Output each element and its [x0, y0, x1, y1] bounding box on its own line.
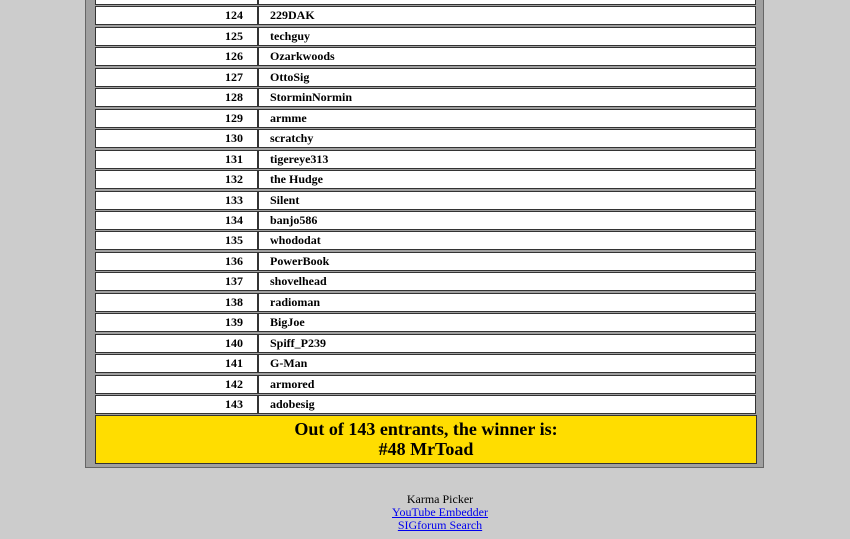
entry-number: 125: [95, 27, 258, 46]
entry-name: whododat: [258, 231, 756, 250]
entry-name: techguy: [258, 27, 756, 46]
table-row: [95, 375, 757, 394]
entry-number: 136: [95, 252, 258, 271]
table-row: [95, 129, 757, 148]
entry-number: 141: [95, 354, 258, 373]
table-row: [95, 272, 757, 291]
entry-name: PowerBook: [258, 252, 756, 271]
entry-name: scratchy: [258, 129, 756, 148]
table-row: [95, 211, 757, 230]
footer-title: Karma Picker: [406, 492, 474, 506]
entry-name: tigereye313: [258, 150, 756, 169]
table-row: [95, 6, 757, 25]
entry-number: 135: [95, 231, 258, 250]
table-row: [95, 191, 757, 210]
entry-number: 129: [95, 109, 258, 128]
entry-number: 132: [95, 170, 258, 189]
table-row: [95, 47, 757, 66]
entry-name: [258, 0, 756, 5]
entry-name: Spiff_P239: [258, 334, 756, 353]
entry-name: armored: [258, 375, 756, 394]
entry-name: the Hudge: [258, 170, 756, 189]
entry-number: 130: [95, 129, 258, 148]
winner-name: #48 MrToad: [378, 439, 474, 459]
entry-name: OttoSig: [258, 68, 756, 87]
entry-number: 142: [95, 375, 258, 394]
table-row: [95, 27, 757, 46]
entry-name: adobesig: [258, 395, 756, 414]
youtube-embedder-link[interactable]: YouTube Embedder: [391, 505, 488, 519]
table-row: [95, 0, 757, 5]
entry-name: banjo586: [258, 211, 756, 230]
entry-number: 140: [95, 334, 258, 353]
entry-number: 126: [95, 47, 258, 66]
entry-number: [95, 0, 258, 5]
table-row: [95, 395, 757, 414]
entry-number: 139: [95, 313, 258, 332]
table-row: [95, 150, 757, 169]
table-row: [95, 231, 757, 250]
entry-name: radioman: [258, 293, 756, 312]
entry-number: 128: [95, 88, 258, 107]
entry-number: 127: [95, 68, 258, 87]
table-row: [95, 170, 757, 189]
table-row: [95, 68, 757, 87]
entry-number: 124: [95, 6, 258, 25]
table-row: [95, 109, 757, 128]
entry-name: StorminNormin: [258, 88, 756, 107]
table-row: [95, 252, 757, 271]
entry-name: G-Man: [258, 354, 756, 373]
entry-number: 133: [95, 191, 258, 210]
entry-number: 134: [95, 211, 258, 230]
entry-number: 138: [95, 293, 258, 312]
entry-name: BigJoe: [258, 313, 756, 332]
entry-number: 143: [95, 395, 258, 414]
entry-number: 131: [95, 150, 258, 169]
table-row: [95, 334, 757, 353]
winner-summary: Out of 143 entrants, the winner is:: [294, 419, 558, 439]
entry-name: armme: [258, 109, 756, 128]
entry-name: shovelhead: [258, 272, 756, 291]
table-row: [95, 313, 757, 332]
entry-number: 137: [95, 272, 258, 291]
winner-banner: [95, 415, 757, 464]
footer: [0, 493, 850, 532]
entry-name: Ozarkwoods: [258, 47, 756, 66]
entry-name: Silent: [258, 191, 756, 210]
table-row: [95, 354, 757, 373]
table-row: [95, 293, 757, 312]
entry-name: 229DAK: [258, 6, 756, 25]
sigforum-search-link[interactable]: SIGforum Search: [397, 518, 483, 532]
table-row: [95, 88, 757, 107]
